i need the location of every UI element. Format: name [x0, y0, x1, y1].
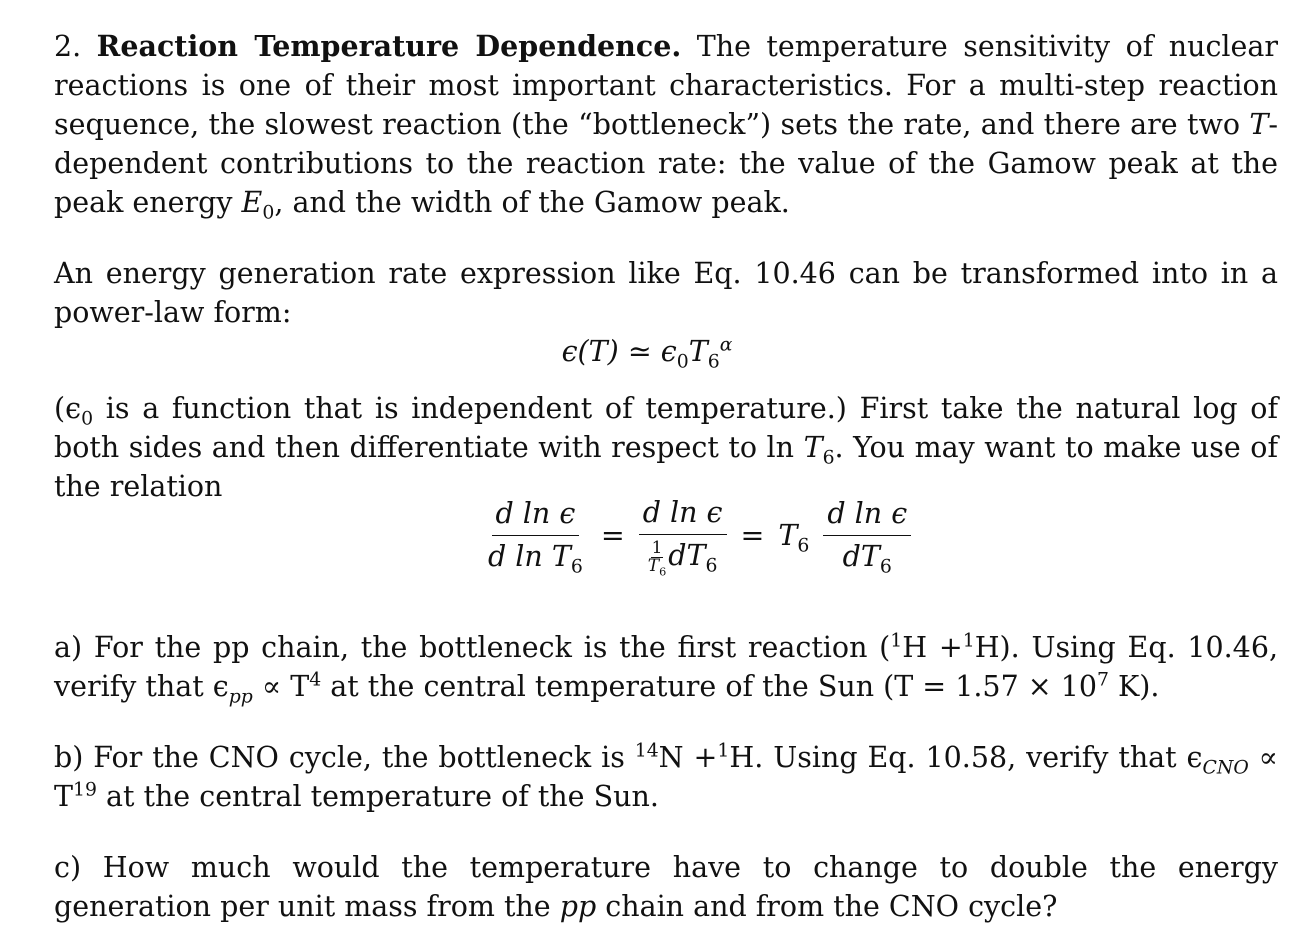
fraction-2: d ln ϵ $\frac{1}{T_6}$ $dT_6$ [639, 495, 727, 575]
power-law-paragraph: An energy generation rate expression like Eq. 10.46 can be transformed into in a power-law form: [54, 257, 1278, 329]
problem-number: 2. [54, 30, 82, 63]
fraction-1: $\frac{\text{d ln ϵ}}{d \ln T_6}$ [488, 496, 583, 578]
one-over-t6: $\frac{1}{T_6}$ [647, 538, 667, 579]
part-b: b) For the CNO cycle, the bottleneck is $^{14}$N +$^1$H. Using Eq. 10.58, verify that $\epsilon_{CNO} \propto T^{19}$ at the central temperature of the Sun. [54, 740, 1278, 813]
part-a: a) For the pp chain, the bottleneck is the first reaction ($^1$H +$^1$H). Using Eq. 10.46, verify that $\epsilon_{pp} \propto T^4$ at the central temperature of the Sun ($T = 1.57 \times 10^7$ K). [54, 630, 1279, 708]
fraction-3: $\frac{\text{d ln ϵ}}{dT_6}$ [823, 496, 911, 575]
problem-intro: 2. Reaction Temperature Dependence. The temperature sensitivity of nuclear reactions is one of their most important characteristics. For a multi-step reaction sequence, the slowest reaction (the “bottleneck”) sets the rate, and there are two T-dependent contributions to the reaction rate: the value of the Gamow peak at the peak energy $E_0$, and the width of the Gamow peak. [54, 29, 1279, 224]
log-derivative-paragraph: ($\epsilon_0$ is a function that is independent of temperature.) First take the natural log of both sides and then differentiate with respect to $\ln T_6$. You may want to make use of the relation [54, 392, 1278, 503]
power-law-equation: ϵ(T) ≃ $\epsilon_0T_6^\alpha$ [561, 334, 733, 373]
derivative-relation: $\frac{\text{d ln ϵ}}{d \ln T_6}$ = d ln ϵ $\frac{1}{T_6}$ $dT_6$ = $T_6$ $\frac{\text{d ln ϵ}}{dT_6}$ [484, 495, 911, 575]
problem-title: Reaction Temperature Dependence. [96, 29, 682, 63]
t6-factor: $T_6$ [778, 518, 810, 557]
part-c: c) How much would the temperature have to change to double the energy generation per unit mass from the pp chain and from the CNO cycle? [54, 851, 1278, 923]
